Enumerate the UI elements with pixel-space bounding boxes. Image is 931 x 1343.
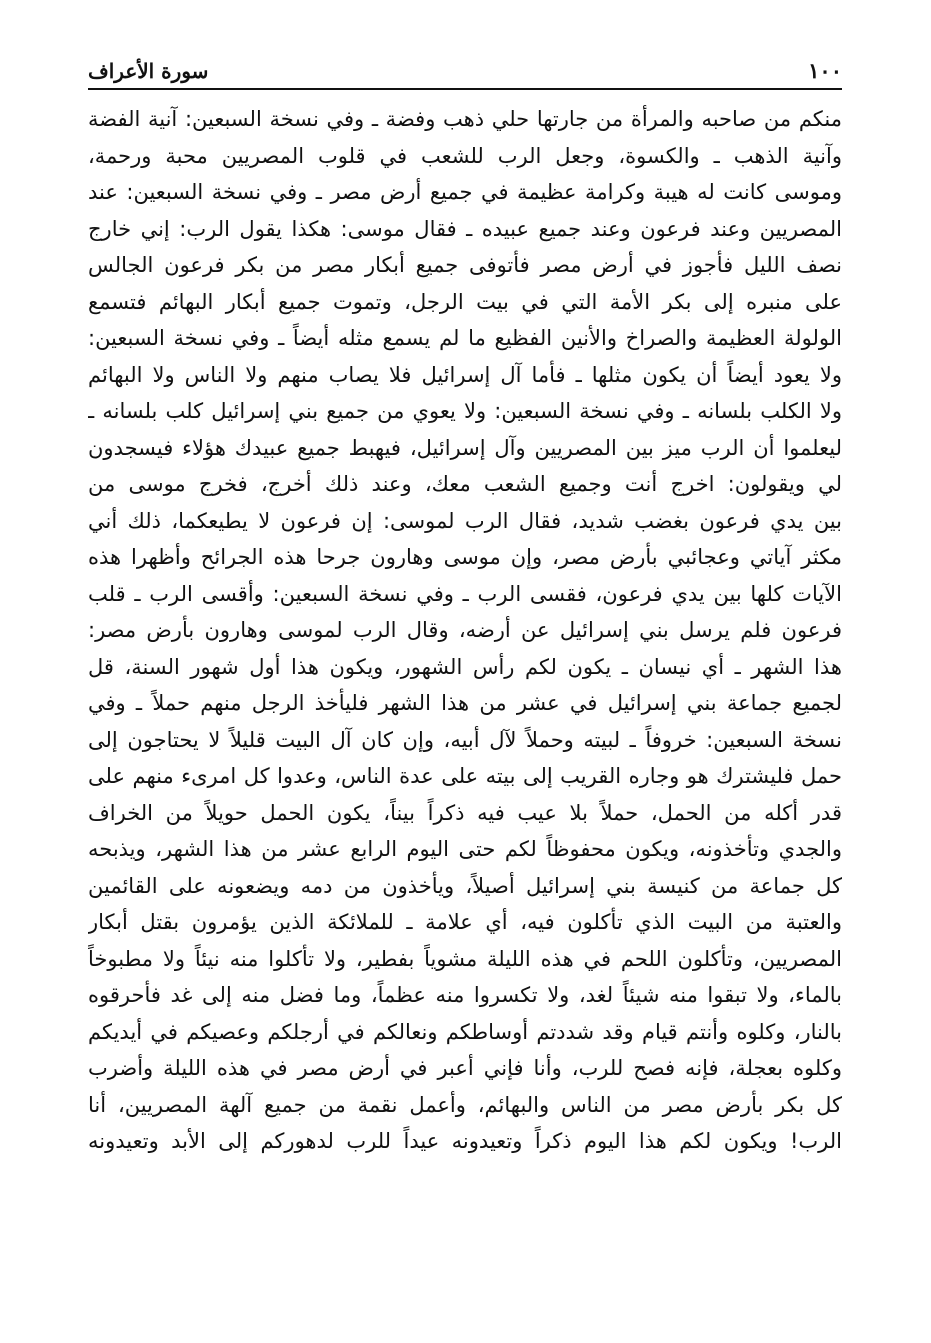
text-line: لي ويقولون: اخرج أنت وجميع الشعب معك، وعند ذلك أخرج، فخرج موسى من bbox=[88, 472, 842, 496]
text-line: والجدي وتأخذونه، ويكون محفوظاً لكم حتى اليوم الرابع عشر من هذا الشهر، ويذبحه bbox=[88, 837, 842, 861]
text-line: على منبره إلى بكر الأمة التي في بيت الرجل، وتموت جميع أبكار البهائم فتسمع bbox=[88, 289, 842, 314]
page-header bbox=[88, 58, 842, 92]
text-line: ولا يعود أيضاً أن يكون مثلها ـ فأما آل إسرائيل فلا يصاب منهم ولا الناس ولا البهائم bbox=[88, 362, 842, 387]
text-line: ولا الكلب بلسانه ـ وفي نسخة السبعين: ولا يعوي من جميع بني إسرائيل كلب بلسانه ـ bbox=[88, 399, 842, 423]
page-number: ١٠٠ bbox=[808, 58, 842, 83]
body-text bbox=[88, 101, 842, 1160]
text-line: وآنية الذهب ـ والكسوة، وجعل الرب للشعب في قلوب المصريين محبة ورحمة، bbox=[88, 143, 842, 168]
text-line: منكم من صاحبه والمرأة من جارتها حلي ذهب وفضة ـ وفي نسخة السبعين: آنية الفضة bbox=[88, 107, 842, 131]
text-line: الرب! ويكون لكم هذا اليوم ذكراً وتعيدونه عيداً للرب لدهوركم إلى الأبد وتعيدونه bbox=[88, 1129, 842, 1153]
text-line: لجميع جماعة بني إسرائيل في عشر من هذا الشهر فليأخذ الرجل منهم حملاً ـ وفي bbox=[88, 691, 842, 715]
text-line: ليعلموا أن الرب ميز بين المصريين وآل إسرائيل، فيهبط جميع عبيدك هؤلاء فيسجدون bbox=[88, 435, 842, 460]
text-line: نسخة السبعين: خروفاً ـ لبيته وحملاً لآل أبيه، وإن كان آل البيت قليلاً لا يحتاجون إلى bbox=[88, 727, 842, 752]
text-line: المصريين، وتأكلون اللحم في هذه الليلة مشوياً بفطير، ولا تأكلوا منه نيئاً ولا مطبوخاً bbox=[88, 946, 842, 971]
text-line: الآيات كلها بين يدي فرعون، فقسى الرب ـ وفي نسخة السبعين: وأقسى الرب ـ قلب bbox=[88, 581, 842, 606]
text-line: كل بكر بأرض مصر من الناس والبهائم، وأعمل نقمة من جميع آلهة المصريين، أنا bbox=[88, 1092, 842, 1117]
text-line: وكلوه بعجلة، فإنه فصح للرب، وأنا فإني أعبر في أرض مصر في هذه الليلة وأضرب bbox=[88, 1056, 842, 1080]
text-line: مكثر آياتي وعجائبي بأرض مصر، وإن موسى وهارون جرحا هذه الجرائح وأظهرا هذه bbox=[88, 545, 842, 569]
text-line: قدر أكله من الحمل، حملاً بلا عيب فيه ذكراً بيناً، يكون الحمل حويلاً من الخراف bbox=[88, 800, 842, 825]
text-line: فرعون فلم يرسل بني إسرائيل عن أرضه، وقال الرب لموسى وهارون بأرض مصر: bbox=[88, 618, 842, 642]
text-line: الولولة العظيمة والصراخ والأنين الفظيع ما لم يسمع مثله أيضاً ـ وفي نسخة السبعين: bbox=[88, 326, 842, 350]
text-line: بالماء، ولا تبقوا منه شيئاً لغد، ولا تكسروا منه عظماً، وما فضل منه إلى غد فأحرقوه bbox=[88, 983, 842, 1007]
text-line: حمل فليشترك هو وجاره القريب إلى بيته على عدة الناس، وعدوا كل امرىء منهم على bbox=[88, 764, 842, 788]
text-line: بالنار، وكلوه وأنتم قيام وقد شددتم أوساطكم ونعالكم في أرجلكم وعصيكم في أيديكم bbox=[88, 1019, 842, 1044]
text-line: وموسى كانت له هيبة وكرامة عظيمة في جميع أرض مصر ـ وفي نسخة السبعين: عند bbox=[88, 180, 842, 204]
text-line: المصريين وعند فرعون وعند جميع عبيده ـ فقال موسى: هكذا يقول الرب: إني خارج bbox=[88, 216, 842, 241]
header-divider bbox=[88, 88, 842, 90]
text-line: نصف الليل فأجوز في أرض مصر فأتوفى جميع أبكار مصر من بكر فرعون الجالس bbox=[88, 253, 842, 277]
surah-title: سورة الأعراف bbox=[88, 59, 209, 83]
text-line: بين يدي فرعون بغضب شديد، فقال الرب لموسى: إن فرعون لا يطيعكما، ذلك أني bbox=[88, 508, 842, 533]
text-line: والعتبة من البيت الذي تأكلون فيه، أي علامة ـ للملائكة الذين يؤمرون بقتل أبكار bbox=[88, 910, 842, 934]
text-line: هذا الشهر ـ أي نيسان ـ يكون لكم رأس الشهور، ويكون هذا أول شهور السنة، قل bbox=[88, 654, 842, 679]
text-line: كل جماعة من كنيسة بني إسرائيل أصيلاً، ويأخذون من دمه ويضعونه على القائمين bbox=[88, 873, 842, 898]
